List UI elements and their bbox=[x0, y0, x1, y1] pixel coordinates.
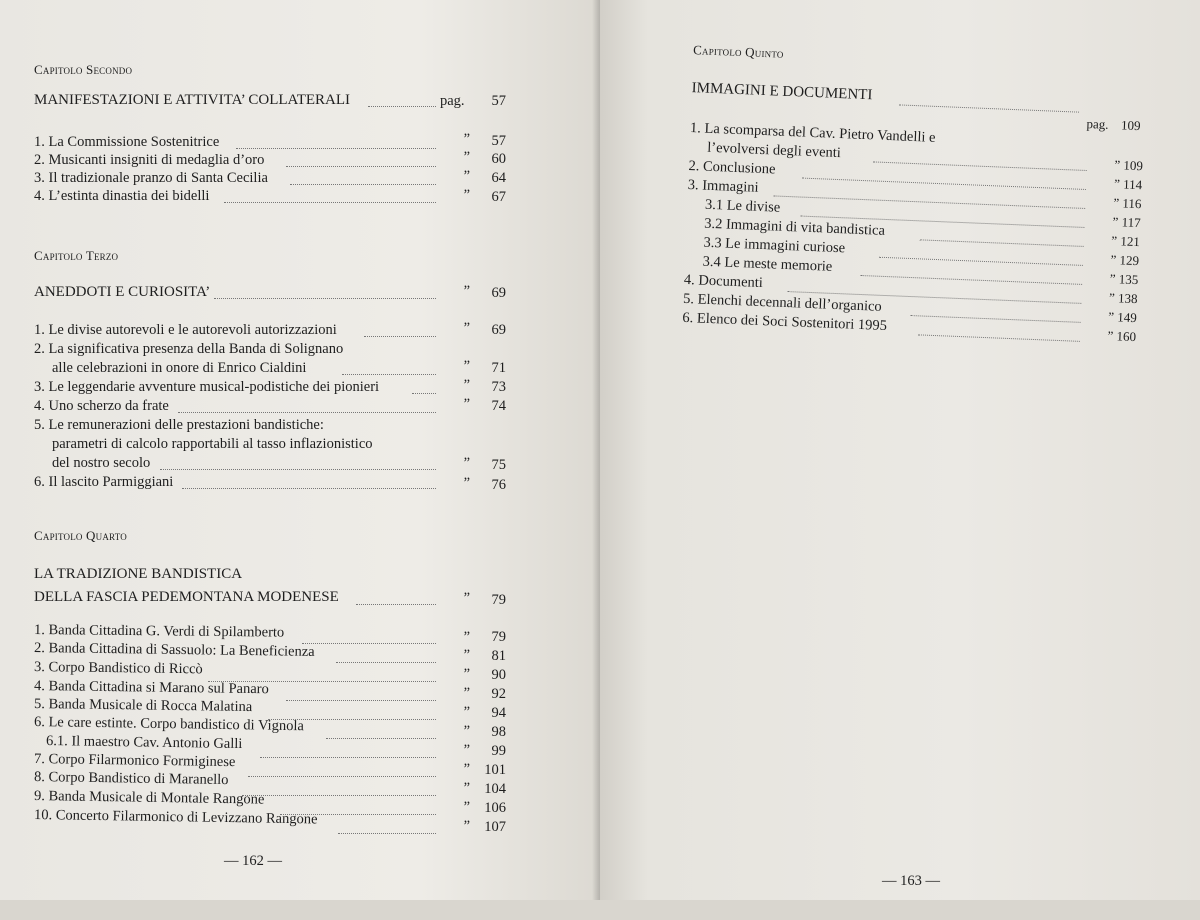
leader-dots bbox=[873, 161, 1087, 171]
ditto-mark: ” bbox=[463, 590, 470, 606]
ditto-mark: ” bbox=[463, 168, 470, 184]
leader-dots bbox=[860, 275, 1082, 285]
toc-entry: 3. Corpo Bandistico di Riccò bbox=[33, 659, 203, 678]
leader-dots bbox=[290, 184, 436, 185]
toc-entry: 7. Corpo Filarmonico Formiginese bbox=[33, 751, 236, 771]
leader-dots bbox=[286, 700, 436, 701]
chapter-title: LA TRADIZIONE BANDISTICA bbox=[34, 566, 243, 582]
toc-entry: 4. Banda Cittadina si Marano sul Panaro bbox=[33, 678, 269, 698]
toc-entry: 3. Il tradizionale pranzo di Santa Cecilia bbox=[34, 170, 268, 186]
chapter-title: DELLA FASCIA PEDEMONTANA MODENESE bbox=[34, 589, 339, 605]
ditto-mark: ” bbox=[463, 475, 470, 491]
toc-entry: l’evolversi degli eventi bbox=[706, 139, 842, 162]
page-number: ” 135 bbox=[1109, 271, 1139, 288]
toc-entry: 4. L’estinta dinastia dei bidelli bbox=[34, 188, 210, 204]
page-number: ” 116 bbox=[1113, 195, 1142, 212]
toc-entry: 3.1 Le divise bbox=[704, 196, 781, 216]
toc-entry: 2. Banda Cittadina di Sassuolo: La Beneficienza bbox=[33, 640, 315, 660]
ditto-mark: ” bbox=[463, 149, 470, 165]
page-prefix: pag. bbox=[1086, 115, 1109, 132]
leader-dots bbox=[336, 662, 436, 663]
page-number: 60 bbox=[491, 151, 506, 167]
toc-entry: 3.3 Le immagini curiose bbox=[703, 234, 846, 257]
leader-dots bbox=[182, 488, 436, 489]
toc-entry: 5. Elenchi decennali dell’organico bbox=[682, 290, 882, 315]
chapter-heading: Capitolo Terzo bbox=[34, 248, 119, 263]
toc-entry: 6. Elenco dei Soci Sostenitori 1995 bbox=[682, 309, 888, 335]
leader-dots bbox=[326, 738, 436, 739]
toc-entry: 9. Banda Musicale di Montale Rangone bbox=[33, 788, 265, 808]
toc-entry: alle celebrazioni in onore di Enrico Cialdini bbox=[52, 360, 307, 376]
toc-entry: 2. Musicanti insigniti di medaglia d’oro bbox=[34, 152, 265, 168]
ditto-mark: ” bbox=[463, 666, 470, 682]
toc-entry: del nostro secolo bbox=[52, 455, 151, 471]
toc-entry: 10. Concerto Filarmonico di Levizzano Rangone bbox=[33, 807, 318, 828]
page-number: 81 bbox=[491, 648, 506, 664]
leader-dots bbox=[879, 257, 1083, 266]
toc-entry: 4. Documenti bbox=[683, 271, 764, 292]
page-number: 76 bbox=[491, 477, 506, 493]
ditto-mark: ” bbox=[463, 629, 470, 645]
toc-entry: 4. Uno scherzo da frate bbox=[34, 398, 169, 414]
page-prefix: pag. bbox=[440, 93, 465, 109]
page-number: 92 bbox=[491, 686, 506, 702]
toc-entry: 3. Immagini bbox=[687, 177, 759, 196]
ditto-mark: ” bbox=[463, 818, 470, 834]
leader-dots bbox=[911, 315, 1081, 323]
page-number: 79 bbox=[491, 629, 506, 645]
toc-entry: 8. Corpo Bandistico di Maranello bbox=[33, 769, 229, 789]
leader-dots bbox=[918, 334, 1080, 342]
page-number: 90 bbox=[491, 667, 506, 683]
leader-dots bbox=[260, 757, 436, 758]
page-number: 57 bbox=[491, 133, 506, 149]
page-number: 106 bbox=[484, 800, 506, 816]
chapter-title: IMMAGINI E DOCUMENTI bbox=[691, 80, 873, 104]
leader-dots bbox=[802, 178, 1086, 190]
right-page bbox=[600, 0, 1200, 900]
chapter-heading: Capitolo Secondo bbox=[34, 62, 133, 77]
leader-dots bbox=[920, 239, 1084, 247]
page-number: ” 117 bbox=[1112, 214, 1141, 231]
toc-entry: 1. Le divise autorevoli e le autorevoli autorizzazioni bbox=[34, 322, 337, 338]
page-number: 104 bbox=[484, 781, 506, 797]
toc-entry: 5. Le remunerazioni delle prestazioni bandistiche: bbox=[34, 417, 324, 433]
leader-dots bbox=[178, 412, 436, 413]
page-number: 69 bbox=[491, 322, 506, 338]
ditto-mark: ” bbox=[463, 761, 470, 777]
toc-entry: 1. Banda Cittadina G. Verdi di Spilamberto bbox=[33, 622, 285, 641]
ditto-mark: ” bbox=[463, 320, 470, 336]
ditto-mark: ” bbox=[463, 799, 470, 815]
ditto-mark: ” bbox=[463, 685, 470, 701]
page-number: 73 bbox=[491, 379, 506, 395]
ditto-mark: ” bbox=[463, 131, 470, 147]
chapter-title: MANIFESTAZIONI E ATTIVITA’ COLLATERALI bbox=[34, 92, 351, 108]
page-number: ” 160 bbox=[1107, 327, 1137, 345]
page-number: ” 121 bbox=[1111, 233, 1141, 250]
page-number: 98 bbox=[491, 724, 506, 740]
page-number: 101 bbox=[484, 762, 506, 778]
page-number: 69 bbox=[491, 285, 506, 301]
page-number: 71 bbox=[491, 360, 506, 376]
toc-entry: 1. La Commissione Sostenitrice bbox=[34, 134, 220, 150]
page-number: 109 bbox=[1120, 117, 1141, 134]
ditto-mark: ” bbox=[463, 377, 470, 393]
leader-dots bbox=[214, 298, 436, 299]
ditto-mark: ” bbox=[463, 396, 470, 412]
page-folio: — 163 — bbox=[882, 873, 940, 889]
page-number: ” 149 bbox=[1108, 308, 1138, 326]
ditto-mark: ” bbox=[463, 780, 470, 796]
page-number: ” 109 bbox=[1114, 157, 1144, 174]
leader-dots bbox=[236, 148, 436, 149]
toc-entry: parametri di calcolo rapportabili al tasso inflazionistico bbox=[52, 436, 373, 452]
toc-entry: 1. La scomparsa del Cav. Pietro Vandelli e bbox=[689, 120, 936, 146]
leader-dots bbox=[338, 833, 436, 834]
leader-dots bbox=[773, 195, 1085, 209]
chapter-heading: Capitolo Quinto bbox=[692, 42, 784, 61]
leader-dots bbox=[160, 469, 436, 470]
page-number: ” 138 bbox=[1108, 289, 1138, 307]
ditto-mark: ” bbox=[463, 742, 470, 758]
leader-dots bbox=[248, 776, 436, 777]
page-number: 79 bbox=[491, 592, 506, 608]
leader-dots bbox=[368, 106, 436, 107]
page-number: 94 bbox=[491, 705, 506, 721]
leader-dots bbox=[364, 336, 436, 337]
leader-dots bbox=[286, 166, 436, 167]
ditto-mark: ” bbox=[463, 283, 470, 299]
ditto-mark: ” bbox=[463, 358, 470, 374]
toc-entry: 6.1. Il maestro Cav. Antonio Galli bbox=[45, 733, 243, 753]
page-number: 64 bbox=[491, 170, 506, 186]
toc-entry: 2. Conclusione bbox=[688, 158, 776, 178]
toc-entry: 3.2 Immagini di vita bandistica bbox=[703, 215, 886, 239]
ditto-mark: ” bbox=[463, 647, 470, 663]
page-number: 67 bbox=[491, 189, 506, 205]
toc-entry: 3. Le leggendarie avventure musical-podistiche dei pionieri bbox=[34, 379, 380, 395]
leader-dots bbox=[356, 604, 436, 605]
leader-dots bbox=[899, 104, 1079, 112]
toc-entry: 3.4 Le meste memorie bbox=[702, 253, 833, 275]
page-folio: — 162 — bbox=[224, 853, 282, 869]
toc-entry: 5. Banda Musicale di Rocca Malatina bbox=[33, 696, 253, 716]
toc-entry: 6. Le care estinte. Corpo bandistico di Vignola bbox=[33, 714, 304, 735]
ditto-mark: ” bbox=[463, 723, 470, 739]
page-number: 57 bbox=[491, 93, 506, 109]
right-page-content bbox=[567, 0, 1200, 920]
leader-dots bbox=[412, 393, 436, 394]
leader-dots bbox=[224, 202, 436, 203]
ditto-mark: ” bbox=[463, 187, 470, 203]
left-page bbox=[0, 0, 600, 900]
ditto-mark: ” bbox=[463, 455, 470, 471]
leader-dots bbox=[302, 643, 436, 644]
toc-entry: 6. Il lascito Parmiggiani bbox=[34, 474, 174, 490]
ditto-mark: ” bbox=[463, 704, 470, 720]
page-number: 99 bbox=[491, 743, 506, 759]
page-number: ” 114 bbox=[1113, 176, 1143, 193]
page-number: 74 bbox=[491, 398, 506, 414]
toc-entry: 2. La significativa presenza della Banda di Solignano bbox=[34, 341, 344, 357]
leader-dots bbox=[342, 374, 436, 375]
chapter-heading: Capitolo Quarto bbox=[34, 528, 127, 543]
page-number: ” 129 bbox=[1110, 252, 1140, 269]
page-number: 75 bbox=[491, 457, 506, 473]
page-number: 107 bbox=[484, 819, 506, 835]
leader-dots bbox=[242, 795, 436, 796]
chapter-title: ANEDDOTI E CURIOSITA’ bbox=[34, 284, 211, 300]
